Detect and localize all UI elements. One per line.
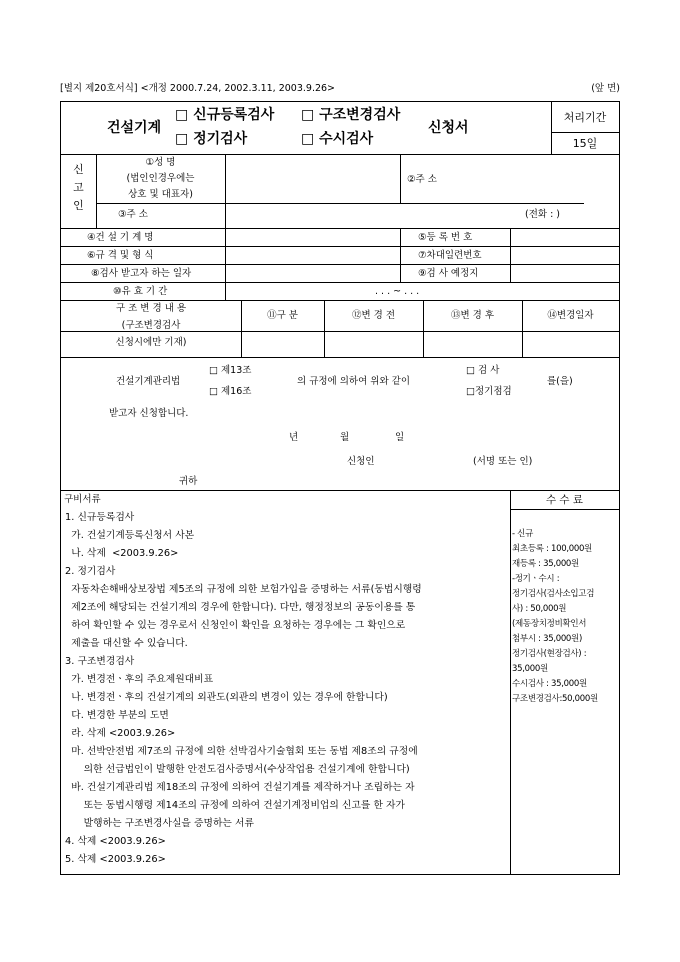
checkbox-inspection[interactable]: □ 검 사: [466, 365, 500, 376]
rule: [510, 490, 511, 874]
fee-line: 재등록 : 35,000원: [512, 559, 579, 569]
rule: [61, 300, 619, 301]
title-suffix: 신청서: [428, 120, 469, 136]
statement-law-prefix: 건설기계관리법: [116, 376, 181, 387]
fee-line: -정기ㆍ수시 :: [512, 574, 560, 584]
page-side-label: (앞 면): [591, 83, 620, 94]
inspection-date-field[interactable]: [226, 266, 398, 280]
rule: [510, 228, 511, 282]
validity-label: ⑩유 효 기 간: [113, 286, 168, 297]
document-line: 가. 변경전ㆍ후의 주요제원대비표: [65, 674, 214, 685]
fee-line: 최초등록 : 100,000원: [512, 544, 592, 554]
document-line: 하여 확인할 수 있는 경우로서 신청인이 확인을 요청하는 경우에는 그 확인으로: [65, 620, 406, 631]
change-date-column-header: ⑭변경일자: [547, 310, 594, 321]
document-line: 의한 선급법인이 발행한 안전도검사증명서(수상작업용 건설기계에 한합니다): [65, 764, 410, 775]
serial-number-label: ⑦차대일련번호: [418, 250, 482, 261]
fee-line: 정기검사(현장검사) :: [512, 649, 587, 659]
fee-line: - 신규: [512, 529, 533, 539]
documents-heading: 구비서류: [64, 494, 101, 505]
application-form: [60, 101, 620, 875]
document-line: 나. 변경전ㆍ후의 건설기계의 외관도(외관의 변경이 있는 경우에 한합니다): [65, 692, 388, 703]
applicant-group-label-1: 신: [73, 163, 84, 176]
fee-line: 정기검사(검사소입고검: [512, 589, 595, 599]
processing-period-value: 15일: [572, 137, 598, 150]
checkbox-new-registration[interactable]: □ 신규등록검사: [175, 107, 275, 123]
document-line: 바. 건설기계관리법 제18조의 규정에 의하여 건설기계를 제작하거나 조립하는 자: [65, 782, 415, 793]
statement-tail: 를(을): [547, 376, 573, 387]
fee-line: 첨부시 : 35,000원): [512, 634, 582, 644]
rule: [96, 203, 584, 204]
document-line: 3. 구조변경검사: [65, 656, 135, 667]
document-line: 나. 삭제 <2003.9.26>: [65, 548, 179, 559]
fee-line: 수시검사 : 35,000원: [512, 679, 587, 689]
after-column-header: ⑬변 경 후: [450, 310, 495, 321]
rule: [61, 331, 619, 332]
document-line: 2. 정기검사: [65, 566, 116, 577]
date-year-label: 년: [289, 432, 299, 443]
processing-period-label: 처리기간: [563, 111, 607, 124]
rule: [510, 509, 619, 510]
applicant-group-label-2: 고: [73, 181, 84, 194]
applicant-group-label-3: 인: [73, 199, 84, 212]
rule: [400, 154, 401, 203]
document-line: 다. 변경한 부분의 도면: [65, 710, 169, 721]
rule: [423, 300, 424, 357]
statement-middle: 의 규정에 의하여 위와 같이: [297, 376, 411, 387]
name-field[interactable]: [225, 158, 400, 202]
registration-number-label: ⑤등 록 번 호: [418, 232, 473, 243]
rule: [400, 228, 401, 282]
inspection-date-label: ⑧검사 받고자 하는 일자: [91, 268, 192, 279]
document-line: 5. 삭제 <2003.9.26>: [65, 854, 166, 865]
rule: [61, 154, 619, 155]
form-reference: [별지 제20호서식] <개정 2000.7.24, 2002.3.11, 2003.9.26>: [60, 83, 336, 94]
spec-field[interactable]: [226, 248, 398, 262]
document-line: 가. 건설기계등록신청서 사본: [65, 530, 195, 541]
rule: [522, 300, 523, 357]
category-column-header: ⑪구 분: [267, 310, 298, 321]
rule: [61, 490, 619, 491]
document-line: 라. 삭제 <2003.9.26>: [65, 728, 176, 739]
rule: [61, 228, 619, 229]
registration-number-field[interactable]: [512, 230, 617, 244]
document-line: 1. 신규등록검사: [65, 512, 135, 523]
address-label: ②주 소: [407, 174, 437, 185]
fee-line: 35,000원: [512, 664, 548, 674]
inspection-place-field[interactable]: [512, 266, 617, 280]
validity-period-field[interactable]: . . . ~ . . .: [375, 286, 420, 297]
inspection-place-label: ⑨검 사 예정지: [418, 268, 479, 279]
checkbox-article-16[interactable]: □ 제16조: [209, 386, 252, 397]
document-line: 또는 동법시행령 제14조의 규정에 의하여 건설기계정비업의 신고를 한 자가: [65, 800, 405, 811]
document-line: 제2조에 해당되는 건설기계의 경우에 한합니다). 다만, 행정정보의 공동이용를 통: [65, 602, 416, 613]
structure-change-note-1: (구조변경검사: [121, 320, 181, 331]
document-line: 마. 선박안전법 제7조의 규정에 의한 선박검사기술협회 또는 동법 제8조의 규정에: [65, 746, 418, 757]
phone-label: (전화 : ): [525, 209, 561, 220]
rule: [61, 264, 619, 265]
document-line: 제출을 대신할 수 있습니다.: [65, 638, 188, 649]
rule: [241, 300, 242, 357]
date-month-label: 월: [340, 432, 350, 443]
addressee-label: 귀하: [179, 476, 198, 487]
form-header: [60, 80, 620, 94]
rule: [61, 282, 619, 283]
statement-line-2: 받고자 신청합니다.: [109, 408, 189, 419]
name-label-note-2: 상호 및 대표자): [128, 189, 193, 200]
signature-note: (서명 또는 인): [473, 456, 533, 467]
document-line: 발행하는 구조변경사실을 증명하는 서류: [65, 818, 254, 829]
title-prefix: 건설기계: [107, 120, 162, 136]
machine-name-field[interactable]: [226, 230, 398, 244]
rule: [61, 246, 619, 247]
checkbox-regular-inspection[interactable]: □ 정기검사: [175, 131, 248, 147]
fee-line: 구조변경검사:50,000원: [512, 694, 598, 704]
address-field[interactable]: [499, 158, 617, 202]
machine-name-label: ④건 설 기 계 명: [87, 232, 154, 243]
spec-label: ⑥규 격 및 형 식: [87, 250, 154, 261]
serial-number-field[interactable]: [512, 248, 617, 262]
name-label-note-1: (법인인경우에는: [126, 173, 195, 184]
structure-change-note-2: 신청시에만 기재): [115, 337, 187, 348]
rule: [61, 357, 619, 358]
applicant-signature-label: 신청인: [347, 456, 375, 467]
fee-line: 사) : 50,000원: [512, 604, 567, 614]
fee-line: (제동장치정비확인서: [512, 619, 587, 629]
address-label-2: ③주 소: [118, 209, 148, 220]
checkbox-regular-maintenance[interactable]: □정기점검: [466, 386, 512, 397]
document-line: 4. 삭제 <2003.9.26>: [65, 836, 166, 847]
document-line: 자동차손해배상보장법 제5조의 규정에 의한 보험가입을 증명하는 서류(동법시행령: [65, 584, 422, 595]
date-day-label: 일: [395, 432, 405, 443]
checkbox-article-13[interactable]: □ 제13조: [209, 365, 252, 376]
rule: [551, 132, 619, 133]
before-column-header: ⑫변 경 전: [351, 310, 396, 321]
address-field-2[interactable]: [231, 206, 511, 226]
name-label: ①성 명: [145, 157, 176, 168]
checkbox-occasional-inspection[interactable]: □ 수시검사: [301, 131, 374, 147]
fees-heading: 수 수 료: [545, 494, 584, 506]
checkbox-structure-change[interactable]: □ 구조변경검사: [301, 107, 401, 123]
structure-change-label: 구 조 변 경 내 용: [115, 303, 187, 314]
rule: [324, 300, 325, 357]
